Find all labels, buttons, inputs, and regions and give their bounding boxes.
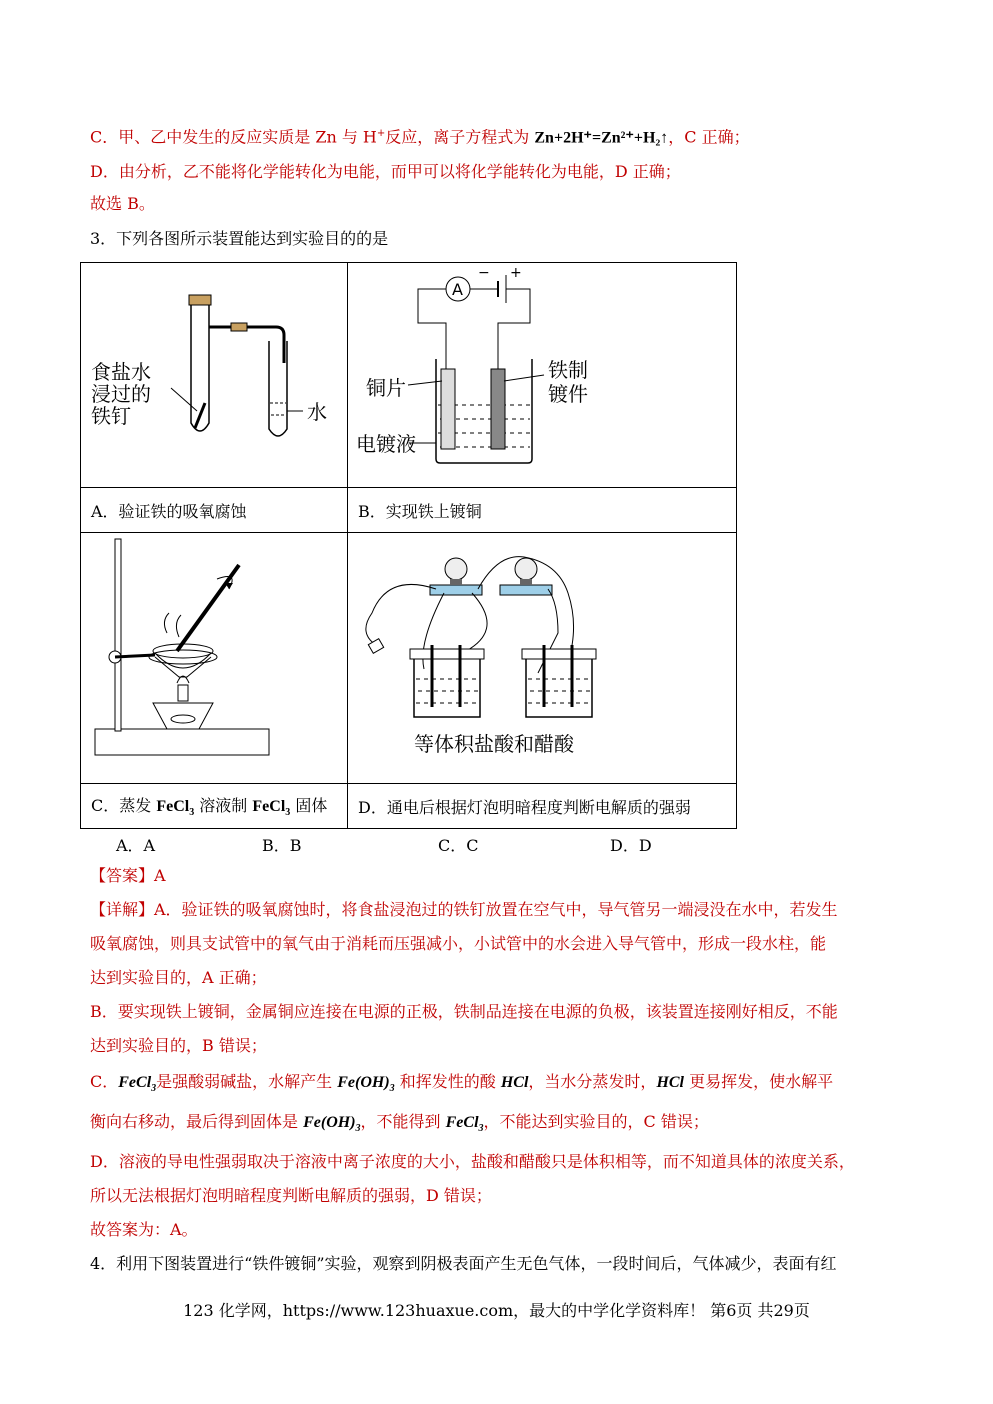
label-iron-1: 铁制 [548, 358, 588, 382]
option-c-analysis: C．甲、乙中发生的反应实质是 Zn 与 H+反应，离子方程式为 Zn+2H⁺=Zn²⁺+H₂↑，C 正确； [90, 127, 750, 147]
figure-c-cell [81, 533, 348, 784]
label-salt-water: 食盐水 [91, 360, 151, 384]
minus-sign: − [478, 265, 490, 281]
detail-b-line-1: B．要实现铁上镀铜，金属铜应连接在电源的正极，铁制品连接在电源的负极，该装置连接刚好相反，不能 [90, 1002, 838, 1021]
answer-line: 【答案】A [90, 866, 166, 885]
label-copper: 铜片 [366, 376, 406, 400]
option-b: B．B [262, 836, 302, 855]
option-d-analysis: D．由分析，乙不能将化学能转化为电能，而甲可以将化学能转化为电能，D 正确； [90, 162, 681, 181]
detail-d-line-2: 所以无法根据灯泡明暗程度判断电解质的强弱，D 错误； [90, 1186, 492, 1205]
caption-a: A．验证铁的吸氧腐蚀 [81, 488, 348, 533]
detail-a-line-2: 吸氧腐蚀，则具支试管中的氧气由于消耗而压强减小，小试管中的水会进入导气管中，形成一段水柱，能 [90, 934, 827, 953]
question-3-stem: 3．下列各图所示装置能达到实验目的的是 [90, 229, 389, 248]
previous-conclusion: 故选 B。 [90, 194, 155, 213]
option-d: D．D [610, 836, 652, 855]
detail-a-line-3: 达到实验目的，A 正确； [90, 968, 267, 987]
detail-a-line-1: 【详解】A．验证铁的吸氧腐蚀时，将食盐浸泡过的铁钉放置在空气中，导气管另一端浸没在水中，若发生 [90, 900, 838, 919]
plus-sign: + [510, 265, 522, 281]
answer-conclusion: 故答案为：A。 [90, 1220, 198, 1239]
page-footer: 123 化学网，https://www.123huaxue.com，最大的中学化学资料库！ 第6页 共29页 [183, 1301, 810, 1320]
option-c: C．C [438, 836, 479, 855]
detail-c-line-2: 衡向右移动，最后得到固体是 $Fe(OH)_3$，不能得到 FeCl$_3$，不能达到实验目的，C 错误； [90, 1112, 709, 1135]
detail-b-line-2: 达到实验目的，B 错误； [90, 1036, 267, 1055]
figure-c-apparatus [81, 533, 347, 779]
ammeter-label: A [452, 280, 463, 299]
figure-b-cell [348, 263, 737, 488]
label-soaked: 浸过的 [91, 382, 151, 406]
caption-b: B．实现铁上镀铜 [348, 488, 737, 533]
caption-d: D．通电后根据灯泡明暗程度判断电解质的强弱 [348, 784, 737, 829]
ionic-equation: Zn+2H⁺=Zn²⁺+H₂↑ [534, 129, 669, 147]
label-iron-2: 镀件 [548, 382, 588, 406]
label-equal-volume-acids: 等体积盐酸和醋酸 [414, 732, 574, 756]
figure-d-cell [348, 533, 737, 784]
label-plating-solution: 电镀液 [356, 432, 416, 456]
detail-c-line-1: C．FeCl$_3$是强酸弱碱盐，水解产生 $Fe(OH)_3$ 和挥发性的酸 HCl，当水分蒸发时，HCl 更易挥发，使水解平 [90, 1072, 834, 1095]
question-4-stem: 4．利用下图装置进行“铁件镀铜”实验，观察到阴极表面产生无色气体，一段时间后，气体减少，表面有红 [90, 1254, 837, 1273]
figure-d-apparatus [348, 533, 736, 779]
figure-grid [80, 262, 737, 829]
label-iron-nail: 铁钉 [91, 404, 131, 428]
label-water: 水 [307, 400, 327, 424]
caption-c: C．蒸发 FeCl$_3$ 溶液制 FeCl$_3$ 固体 [81, 784, 348, 829]
option-a: A．A [116, 836, 156, 855]
detail-d-line-1: D．溶液的导电性强弱取决于溶液中离子浓度的大小，盐酸和醋酸只是体积相等，而不知道具体的浓度关系， [90, 1152, 855, 1171]
figure-a-apparatus [81, 263, 347, 483]
figure-a-cell [81, 263, 348, 488]
figure-b-apparatus [348, 263, 736, 483]
